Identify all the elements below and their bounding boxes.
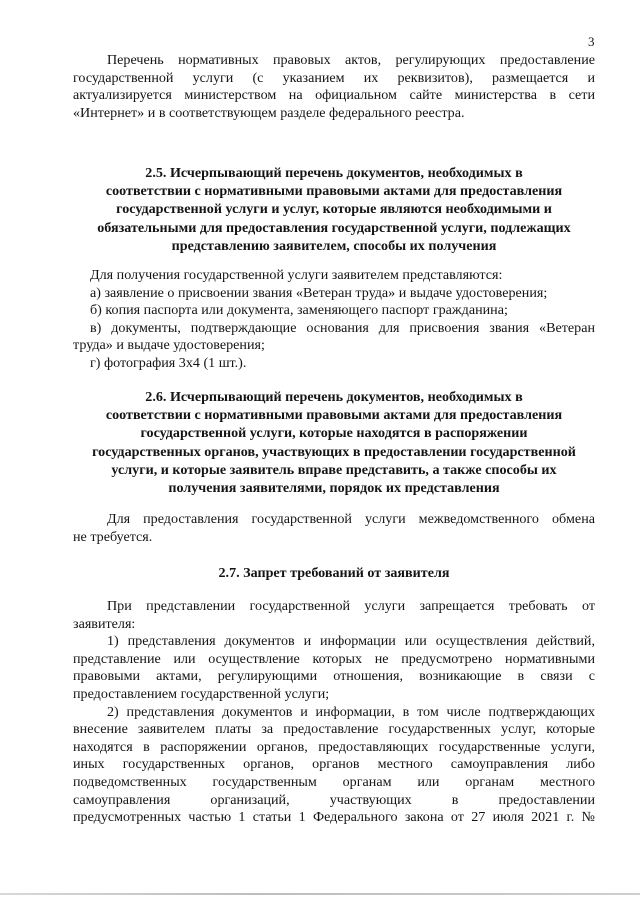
text-line: «Интернет» и в соответствующем разделе федерального реестра. [73,104,465,121]
text-line: иных государственных органов, органов местного самоуправления либо [73,756,595,773]
section-2-6-heading [73,388,595,497]
heading-line: соответствии с нормативными правовыми актами для предоставления [105,407,563,424]
heading-line: государственных органов, участвующих в предоставлении государственной [92,443,576,460]
list-item: 2) представления документов и информации, в том числе подтверждающих [107,703,595,720]
text-line: Для получения государственной услуги заявителем представляются: [90,267,503,283]
text-line: Перечень нормативных правовых актов, регулирующих предоставление [107,52,595,68]
text-line: не требуется. [73,528,153,545]
heading-line: представлению заявителем, способы их получения [171,237,497,254]
list-item: 1) представления документов и информации или осуществления действий, [107,633,595,650]
heading-line: соответствии с нормативными правовыми актами для предоставления [105,183,563,200]
section-2-7-body [73,598,595,827]
text-line: правовыми актами, регулирующими отношения, возникающие в связи с [73,668,595,685]
text-line: предоставлением государственной услуги; [73,685,330,702]
list-item: а) заявление о присвоении звания «Ветеран труда» и выдаче удостоверения; [90,284,548,301]
text-line: предусмотренных частью 1 статьи 1 Федерального закона от 27 июля 2021 г. № [73,809,595,826]
text-line: внесение заявителем платы за предоставление государственных услуг, которые [73,721,595,738]
intro-paragraph [73,52,595,122]
text-line: При представлении государственной услуги запрещается требовать от [107,598,595,614]
heading-line: обязательными для предоставления государственной услуги, подлежащих [97,219,571,236]
heading-line: получения заявителями, порядок их представления [168,480,500,497]
heading-line: 2.7. Запрет требований от заявителя [218,565,450,581]
heading-line: 2.6. Исчерпывающий перечень документов, необходимых в [145,389,523,405]
heading-line: 2.5. Исчерпывающий перечень документов, необходимых в [145,165,523,181]
heading-line: государственной услуги, которые находятся в распоряжении [140,425,528,442]
heading-line: услуги, и которые заявитель вправе представить, а также способы их [111,461,557,478]
section-2-7-heading [73,564,595,582]
text-line: находятся в распоряжении органов, предоставляющих государственные услуги, [73,738,595,755]
section-2-5-body [73,267,595,373]
page-number: 3 [588,34,595,49]
text-line: государственной услуги (с указанием их реквизитов), размещается и [73,69,595,86]
text-line: самоуправления организаций, участвующих в предоставлении [73,791,595,808]
text-line: актуализируется министерством на официальном сайте министерства в сети [73,87,595,104]
list-item: г) фотография 3х4 (1 шт.). [90,354,247,371]
text-line: Для предоставления государственной услуги межведомственного обмена [107,511,595,527]
list-item: б) копия паспорта или документа, заменяющего паспорт гражданина; [90,302,508,319]
text-line: заявителя: [73,615,136,632]
list-item: в) документы, подтверждающие основания для присвоения звания «Ветеран [90,319,595,336]
section-2-6-body [73,511,595,546]
text-line: труда» и выдаче удостоверения; [73,337,265,354]
text-line: представление или осуществление которых не предусмотрено нормативными [73,650,595,667]
heading-line: государственной услуги и услуг, которые являются необходимыми и [116,201,552,218]
text-line: подведомственных государственным органам или органам местного [73,773,595,790]
scan-edge-divider [0,893,640,895]
section-2-5-heading [73,164,595,255]
